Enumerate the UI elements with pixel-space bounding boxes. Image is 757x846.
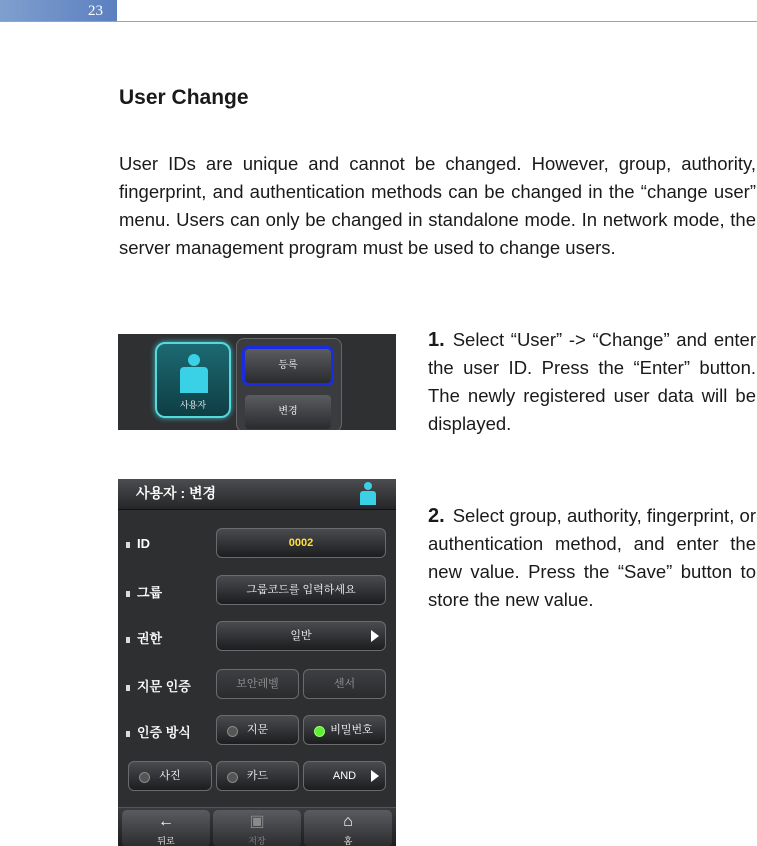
sensor-button: 센서	[303, 669, 386, 699]
id-row-label: ID	[126, 536, 150, 551]
id-field	[216, 528, 386, 558]
change-user-screenshot	[118, 479, 396, 846]
step-1-number: 1.	[428, 329, 445, 351]
user-menu-screenshot	[118, 334, 396, 430]
status-led-icon	[227, 772, 238, 783]
page-number-tab	[0, 0, 117, 21]
step-2	[428, 502, 756, 614]
step-1	[428, 326, 756, 438]
authority-select	[216, 621, 386, 651]
section-heading: User Change	[119, 86, 249, 109]
user-icon	[358, 482, 378, 506]
save-disk-icon: ▣	[249, 813, 265, 830]
group-row-label: 그룹	[126, 582, 162, 601]
page-number: 23	[88, 3, 103, 19]
status-led-icon	[139, 772, 150, 783]
auth-method-row-label: 인증 방식	[126, 722, 191, 741]
authority-value: 일반	[290, 630, 312, 642]
security-level-button: 보안레벨	[216, 669, 299, 699]
chevron-right-icon	[371, 630, 379, 642]
back-button: ← 뒤로	[122, 810, 210, 846]
screen-footer	[118, 807, 396, 846]
user-menu-tile	[155, 342, 231, 418]
auth-photo-toggle: 사진	[128, 761, 212, 791]
step-1-text: Select “User” -> “Change” and enter the user ID. Press the “Enter” button. The newly registered user data will be displayed.	[428, 329, 756, 434]
screen-title: 사용자 : 변경	[136, 485, 217, 501]
authority-row-label: 권한	[126, 628, 162, 647]
auth-fingerprint-toggle: 지문	[216, 715, 299, 745]
group-field: 그룹코드를 입력하세요	[216, 575, 386, 605]
auth-card-toggle: 카드	[216, 761, 299, 791]
register-menu-button: 등록	[245, 349, 331, 383]
step-2-text: Select group, authority, fingerprint, or authentication method, and enter the new value. Press the “Save” button to store the new value.	[428, 505, 756, 610]
back-arrow-icon: ←	[158, 813, 174, 830]
intro-paragraph: User IDs are unique and cannot be changed. However, group, authority, fingerprint, and authentication methods can be changed in the “change user” menu. Users can only be changed in standalone mode. In network mode, the server management program must be used to change users.	[119, 153, 756, 258]
id-value: 0002	[288, 537, 314, 549]
user-tile-label: 사용자	[179, 400, 207, 410]
home-icon: ⌂	[343, 813, 353, 830]
save-button: ▣ 저장	[213, 810, 301, 846]
fingerprint-row-label: 지문 인증	[126, 676, 191, 695]
user-icon	[177, 354, 211, 394]
home-button: ⌂ 홈	[304, 810, 392, 846]
status-led-icon	[314, 726, 325, 737]
step-2-number: 2.	[428, 505, 445, 527]
auth-and-select: AND	[303, 761, 386, 791]
auth-password-toggle: 비밀번호	[303, 715, 386, 745]
change-menu-button: 변경	[245, 395, 331, 429]
user-submenu	[236, 338, 342, 430]
screen-header	[118, 479, 396, 510]
chevron-right-icon	[371, 770, 379, 782]
status-led-icon	[227, 726, 238, 737]
header-rule	[0, 21, 757, 22]
